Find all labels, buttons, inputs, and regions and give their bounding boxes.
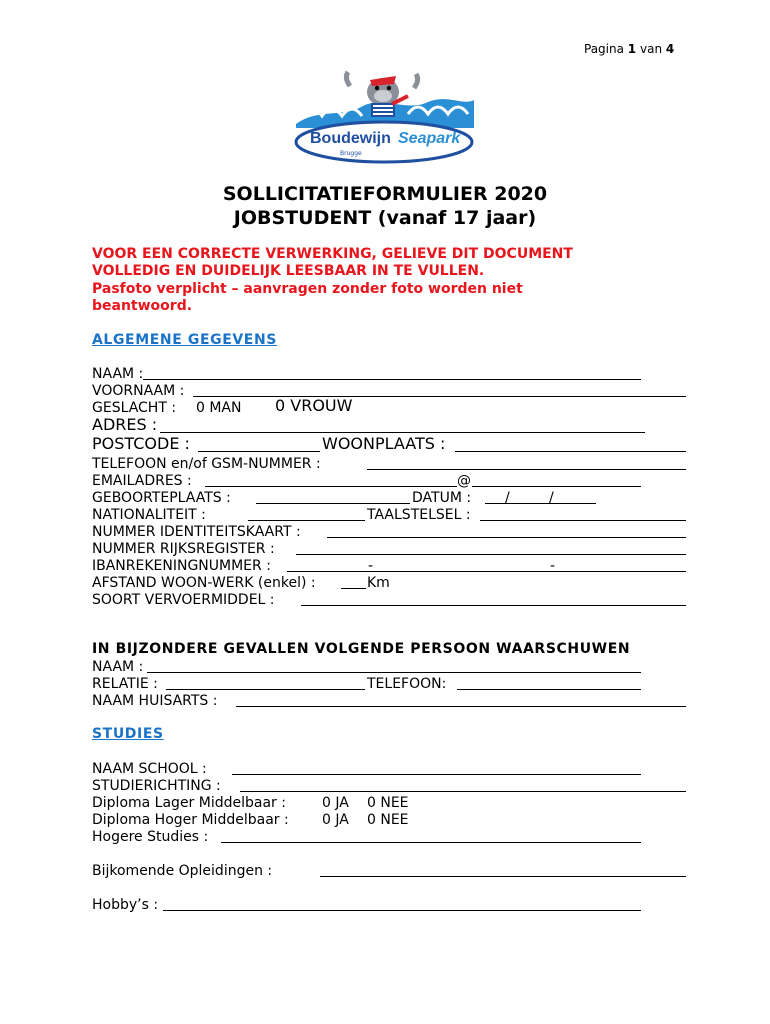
taalstelsel-field[interactable] bbox=[480, 520, 686, 521]
seal-mascot-icon bbox=[288, 66, 480, 166]
afstand-field[interactable] bbox=[341, 588, 366, 589]
emergency-naam-field[interactable] bbox=[147, 672, 641, 673]
label-diploma-lager: Diploma Lager Middelbaar : bbox=[92, 795, 286, 811]
adres-field[interactable] bbox=[160, 432, 645, 433]
logo-city: Brugge bbox=[340, 150, 362, 157]
logo-brand-right: Seapark bbox=[398, 130, 461, 147]
naam-field[interactable] bbox=[143, 379, 641, 380]
label-nationaliteit: NATIONALITEIT : bbox=[92, 507, 206, 523]
geboorteplaats-field[interactable] bbox=[256, 503, 410, 504]
voornaam-field[interactable] bbox=[193, 396, 686, 397]
label-afstand: AFSTAND WOON-WERK (enkel) : bbox=[92, 575, 316, 591]
nationaliteit-field[interactable] bbox=[248, 520, 365, 521]
label-emergency-naam: NAAM : bbox=[92, 659, 144, 675]
hogere-studies-field[interactable] bbox=[221, 842, 641, 843]
iban-dash-1: - bbox=[368, 558, 374, 574]
form-title: SOLLICITATIEFORMULIER 2020 bbox=[222, 183, 548, 205]
section-heading-studies: STUDIES bbox=[92, 726, 164, 742]
label-rijksregister: NUMMER RIJKSREGISTER : bbox=[92, 541, 275, 557]
label-emergency-telefoon: TELEFOON: bbox=[367, 676, 447, 692]
label-taalstelsel: TAALSTELSEL : bbox=[367, 507, 471, 523]
relatie-field[interactable] bbox=[166, 689, 365, 690]
identiteitskaart-field[interactable] bbox=[327, 537, 686, 538]
hobbys-field[interactable] bbox=[163, 910, 641, 911]
label-naam: NAAM : bbox=[92, 366, 144, 382]
label-huisarts: NAAM HUISARTS : bbox=[92, 693, 218, 709]
label-geslacht: GESLACHT : bbox=[92, 400, 177, 416]
option-hoger-ja[interactable]: 0 JA bbox=[322, 812, 349, 828]
page-number bbox=[584, 42, 674, 56]
form-subtitle: JOBSTUDENT (vanaf 17 jaar) bbox=[233, 207, 537, 229]
emergency-telefoon-field[interactable] bbox=[457, 689, 641, 690]
label-voornaam: VOORNAAM : bbox=[92, 383, 185, 399]
email-at-sign: @ bbox=[457, 473, 471, 489]
label-datum: DATUM : bbox=[412, 490, 472, 506]
label-woonplaats: WOONPLAATS : bbox=[322, 434, 446, 453]
label-postcode: POSTCODE : bbox=[92, 434, 190, 453]
label-geboorteplaats: GEBOORTEPLAATS : bbox=[92, 490, 231, 506]
label-vervoermiddel: SOORT VERVOERMIDDEL : bbox=[92, 592, 275, 608]
datum-slash-2: / bbox=[549, 490, 554, 506]
option-lager-ja[interactable]: 0 JA bbox=[322, 795, 349, 811]
datum-field[interactable] bbox=[485, 503, 596, 504]
label-diploma-hoger: Diploma Hoger Middelbaar : bbox=[92, 812, 289, 828]
bijkomende-opleidingen-field[interactable] bbox=[320, 876, 686, 877]
notice-line-1: VOOR EEN CORRECTE VERWERKING, GELIEVE DIT DOCUMENT bbox=[92, 246, 573, 262]
option-lager-nee[interactable]: 0 NEE bbox=[367, 795, 409, 811]
label-km: Km bbox=[367, 575, 390, 591]
label-naam-school: NAAM SCHOOL : bbox=[92, 761, 207, 777]
label-emailadres: EMAILADRES : bbox=[92, 473, 192, 489]
logo-brand-left: Boudewijn bbox=[310, 130, 391, 147]
boudewijn-seapark-logo bbox=[288, 66, 480, 166]
option-vrouw[interactable]: 0 VROUW bbox=[275, 396, 353, 415]
page-mid: van bbox=[639, 42, 663, 56]
telefoon-field[interactable] bbox=[367, 469, 686, 470]
section-heading-general: ALGEMENE GEGEVENS bbox=[92, 332, 277, 348]
huisarts-field[interactable] bbox=[236, 706, 686, 707]
label-identiteitskaart: NUMMER IDENTITEITSKAART : bbox=[92, 524, 301, 540]
notice-line-4: beantwoord. bbox=[92, 298, 193, 314]
naam-school-field[interactable] bbox=[232, 774, 641, 775]
rijksregister-field[interactable] bbox=[296, 554, 686, 555]
iban-field[interactable] bbox=[287, 571, 686, 572]
label-hobbys: Hobby’s : bbox=[92, 897, 159, 913]
label-studierichting: STUDIERICHTING : bbox=[92, 778, 221, 794]
label-adres: ADRES : bbox=[92, 415, 158, 434]
label-iban: IBANREKENINGNUMMER : bbox=[92, 558, 271, 574]
notice-line-2: VOLLEDIG EN DUIDELIJK LEESBAAR IN TE VULLEN. bbox=[92, 263, 485, 279]
label-telefoon: TELEFOON en/of GSM-NUMMER : bbox=[92, 456, 321, 472]
postcode-field[interactable] bbox=[198, 451, 320, 452]
email-user-field[interactable] bbox=[205, 486, 457, 487]
option-man[interactable]: 0 MAN bbox=[196, 400, 242, 416]
label-bijkomende-opleidingen: Bijkomende Opleidingen : bbox=[92, 863, 273, 879]
datum-slash-1: / bbox=[505, 490, 510, 506]
page-prefix: Pagina bbox=[584, 42, 624, 56]
iban-dash-2: - bbox=[550, 558, 556, 574]
option-hoger-nee[interactable]: 0 NEE bbox=[367, 812, 409, 828]
page-current: 1 bbox=[627, 42, 637, 56]
label-hogere-studies: Hogere Studies : bbox=[92, 829, 209, 845]
studierichting-field[interactable] bbox=[240, 791, 686, 792]
woonplaats-field[interactable] bbox=[455, 451, 686, 452]
section-heading-emergency: IN BIJZONDERE GEVALLEN VOLGENDE PERSOON WAARSCHUWEN bbox=[92, 641, 631, 657]
page-total: 4 bbox=[665, 42, 675, 56]
email-domain-field[interactable] bbox=[472, 486, 641, 487]
notice-line-3: Pasfoto verplicht – aanvragen zonder foto worden niet bbox=[92, 281, 523, 297]
label-relatie: RELATIE : bbox=[92, 676, 158, 692]
vervoermiddel-field[interactable] bbox=[301, 605, 686, 606]
